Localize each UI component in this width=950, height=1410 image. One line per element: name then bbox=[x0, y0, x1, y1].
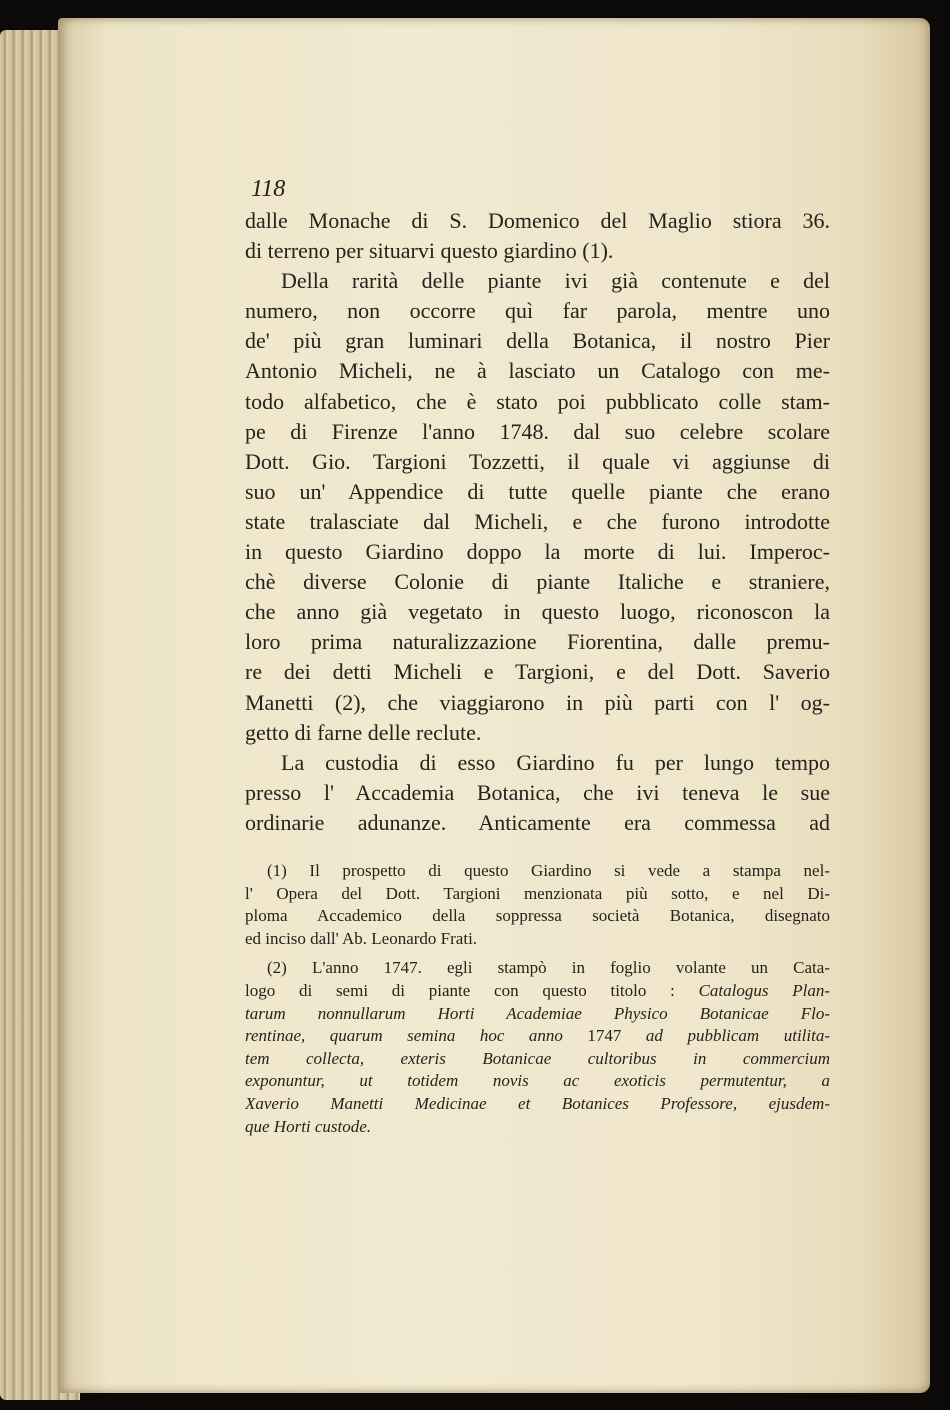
body-line: getto di farne delle reclute. bbox=[245, 719, 482, 745]
body-line: in questo Giardino doppo la morte di lui. Imperoc- bbox=[245, 539, 830, 565]
footnote-2-italic: tarum nonnullarum Horti Academiae Physico Botanicae Flo- bbox=[245, 1003, 830, 1023]
footnote-1-line: l' Opera del Dott. Targioni menzionata più sotto, e nel Di- bbox=[245, 883, 830, 903]
footnote-2-line bbox=[245, 1093, 830, 1116]
body-line: La custodia di esso Giardino fu per lungo tempo bbox=[281, 749, 830, 775]
footnote-2-line bbox=[245, 1116, 830, 1139]
footnote-2-line: (2) L'anno 1747. egli stampò in foglio volante un Cata- bbox=[267, 958, 830, 978]
body-line: re dei detti Micheli e Targioni, e del Dott. Saverio bbox=[245, 659, 830, 685]
footnote-2-line bbox=[245, 980, 830, 1003]
footnote-2-italic: Xaverio Manetti Medicinae et Botanices Professore, ejusdem- bbox=[245, 1093, 830, 1113]
body-line: Dott. Gio. Targioni Tozzetti, il quale vi aggiunse di bbox=[245, 448, 830, 474]
body-line: presso l' Accademia Botanica, che ivi teneva le sue bbox=[245, 779, 830, 805]
footnote-2-italic: ad pubblicam utilita- bbox=[621, 1026, 830, 1046]
body-line: di terreno per situarvi questo giardino (1). bbox=[245, 238, 614, 264]
footnote-2-text: logo di semi di piante con questo titolo : bbox=[245, 980, 699, 1000]
footnote-2-italic: tem collecta, exteris Botanicae cultoribus in commercium bbox=[245, 1048, 830, 1068]
body-line: Antonio Micheli, ne à lasciato un Catalogo con me- bbox=[245, 358, 830, 384]
footnote-2-line bbox=[245, 1025, 830, 1048]
footnote-2-italic: exponuntur, ut totidem novis ac exoticis permutentur, a bbox=[245, 1071, 830, 1091]
body-text bbox=[245, 206, 830, 838]
body-line: de' più gran luminari della Botanica, il nostro Pier bbox=[245, 328, 830, 354]
body-line: che anno già vegetato in questo luogo, riconoscon la bbox=[245, 599, 830, 625]
footnote-2-italic: Catalogus Plan- bbox=[698, 980, 830, 1000]
footnote-1-line: ed inciso dall' Ab. Leonardo Frati. bbox=[245, 928, 478, 948]
footnote-2-italic: que Horti custode. bbox=[245, 1116, 372, 1136]
footnote-1-line: ploma Accademico della soppressa società Botanica, disegnato bbox=[245, 906, 830, 926]
footnote-1-line: (1) Il prospetto di questo Giardino si vede a stampa nel- bbox=[267, 860, 830, 880]
body-line: chè diverse Colonie di piante Italiche e straniere, bbox=[245, 569, 830, 595]
body-line: ordinarie adunanze. Anticamente era commessa ad bbox=[245, 809, 830, 835]
body-line: todo alfabetico, che è stato poi pubblicato colle stam- bbox=[245, 388, 830, 414]
footnote-2-line bbox=[245, 1003, 830, 1026]
body-line: loro prima naturalizzazione Fiorentina, dalle premu- bbox=[245, 629, 830, 655]
body-line: state tralasciate dal Micheli, e che furono introdotte bbox=[245, 508, 830, 534]
body-line: numero, non occorre quì far parola, mentre uno bbox=[245, 298, 830, 324]
footnote-2-year: 1747 bbox=[587, 1026, 622, 1046]
body-line: pe di Firenze l'anno 1748. dal suo celebre scolare bbox=[245, 418, 830, 444]
footnote-2-line bbox=[245, 1048, 830, 1071]
footnote-2-line bbox=[245, 1070, 830, 1093]
footnotes bbox=[245, 860, 830, 1138]
body-line: Manetti (2), che viaggiarono in più parti con l' og- bbox=[245, 689, 830, 715]
body-line: Della rarità delle piante ivi già contenute e del bbox=[281, 268, 830, 294]
page-number: 118 bbox=[251, 176, 286, 202]
page-text bbox=[245, 172, 830, 1138]
footnote-2-italic: rentinae, quarum semina hoc anno bbox=[245, 1026, 588, 1046]
body-line: dalle Monache di S. Domenico del Maglio stiora 36. bbox=[245, 208, 830, 233]
body-line: suo un' Appendice di tutte quelle piante che erano bbox=[245, 478, 830, 504]
